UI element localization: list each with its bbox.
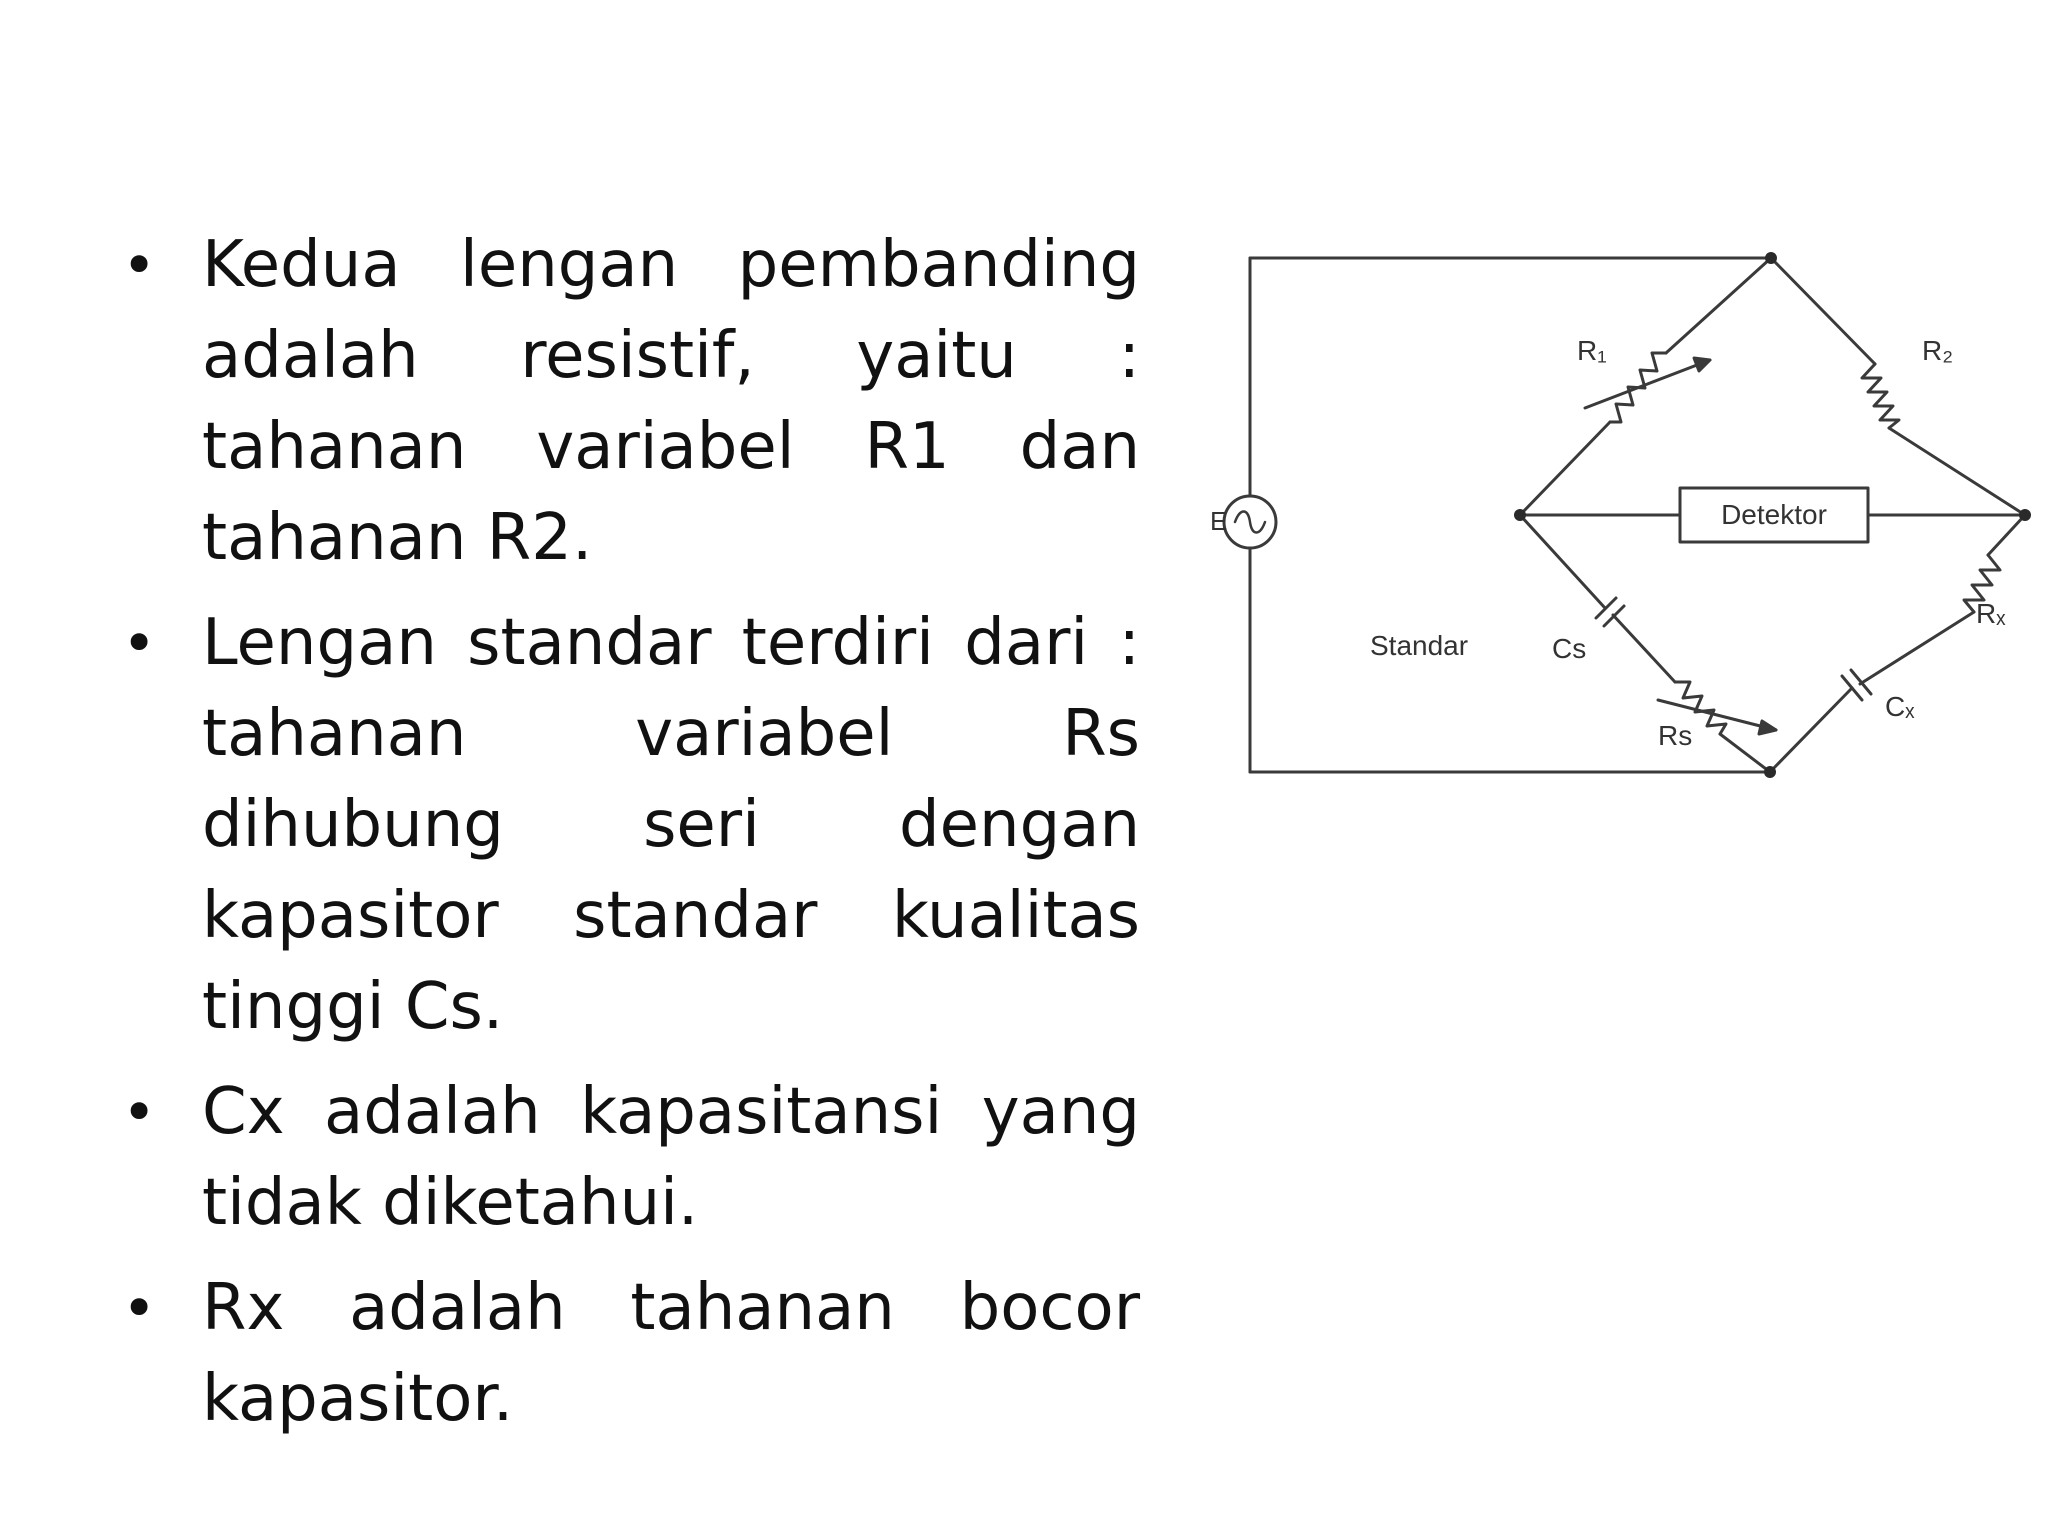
cs-wire-lower [1613, 615, 1675, 682]
rs-wire-lower [1720, 734, 1770, 772]
source-label: E [1210, 506, 1228, 536]
r1-label: R₁ [1577, 335, 1607, 366]
cx-label: Cₓ [1885, 691, 1915, 722]
bullet-dot-icon: • [122, 609, 157, 677]
bridge-circuit-diagram [1180, 230, 2040, 810]
cs-wire-upper [1520, 515, 1605, 608]
node-bottom [1764, 766, 1776, 778]
cx-wire-lower [1770, 688, 1852, 772]
cs-label: Cs [1552, 633, 1587, 664]
bullet-item [118, 1263, 1140, 1445]
r2-label: R₂ [1922, 335, 1954, 366]
node-left [1514, 509, 1526, 521]
bullet-text: Lengan standar terdiri dari : tahanan variabel Rs dihubung seri dengan kapasitor standar kualitas tinggi Cs. [202, 606, 1140, 1044]
bullet-text: Rx adalah tahanan bocor kapasitor. [202, 1271, 1140, 1436]
r2-resistor-icon [1862, 364, 1899, 428]
bullet-item [118, 220, 1140, 584]
bullet-dot-icon: • [122, 1274, 157, 1342]
r1-wire-upper [1666, 258, 1771, 353]
ac-source-icon [1224, 496, 1276, 548]
bullet-dot-icon: • [122, 1078, 157, 1146]
rx-wire-upper [1988, 515, 2025, 555]
node-top [1765, 252, 1777, 264]
bullet-dot-icon: • [122, 231, 157, 299]
bullet-item [118, 1067, 1140, 1249]
rx-label: Rₓ [1976, 598, 2006, 629]
r2-wire-upper [1771, 258, 1875, 364]
standard-arm-label: Standar [1370, 630, 1469, 661]
r2-wire-lower [1889, 428, 2025, 515]
bullet-text: Kedua lengan pembanding adalah resistif, yaitu : tahanan variabel R1 dan tahanan R2. [202, 228, 1140, 575]
bullet-list [118, 220, 1140, 1459]
detector-label: Detektor [1721, 499, 1827, 530]
node-right [2019, 509, 2031, 521]
rs-label: Rs [1658, 720, 1693, 751]
rx-wire-lower [1860, 612, 1974, 684]
bullet-item [118, 598, 1140, 1053]
bullet-text: Cx adalah kapasitansi yang tidak diketahui. [202, 1075, 1140, 1240]
r1-wire-lower [1520, 422, 1610, 515]
